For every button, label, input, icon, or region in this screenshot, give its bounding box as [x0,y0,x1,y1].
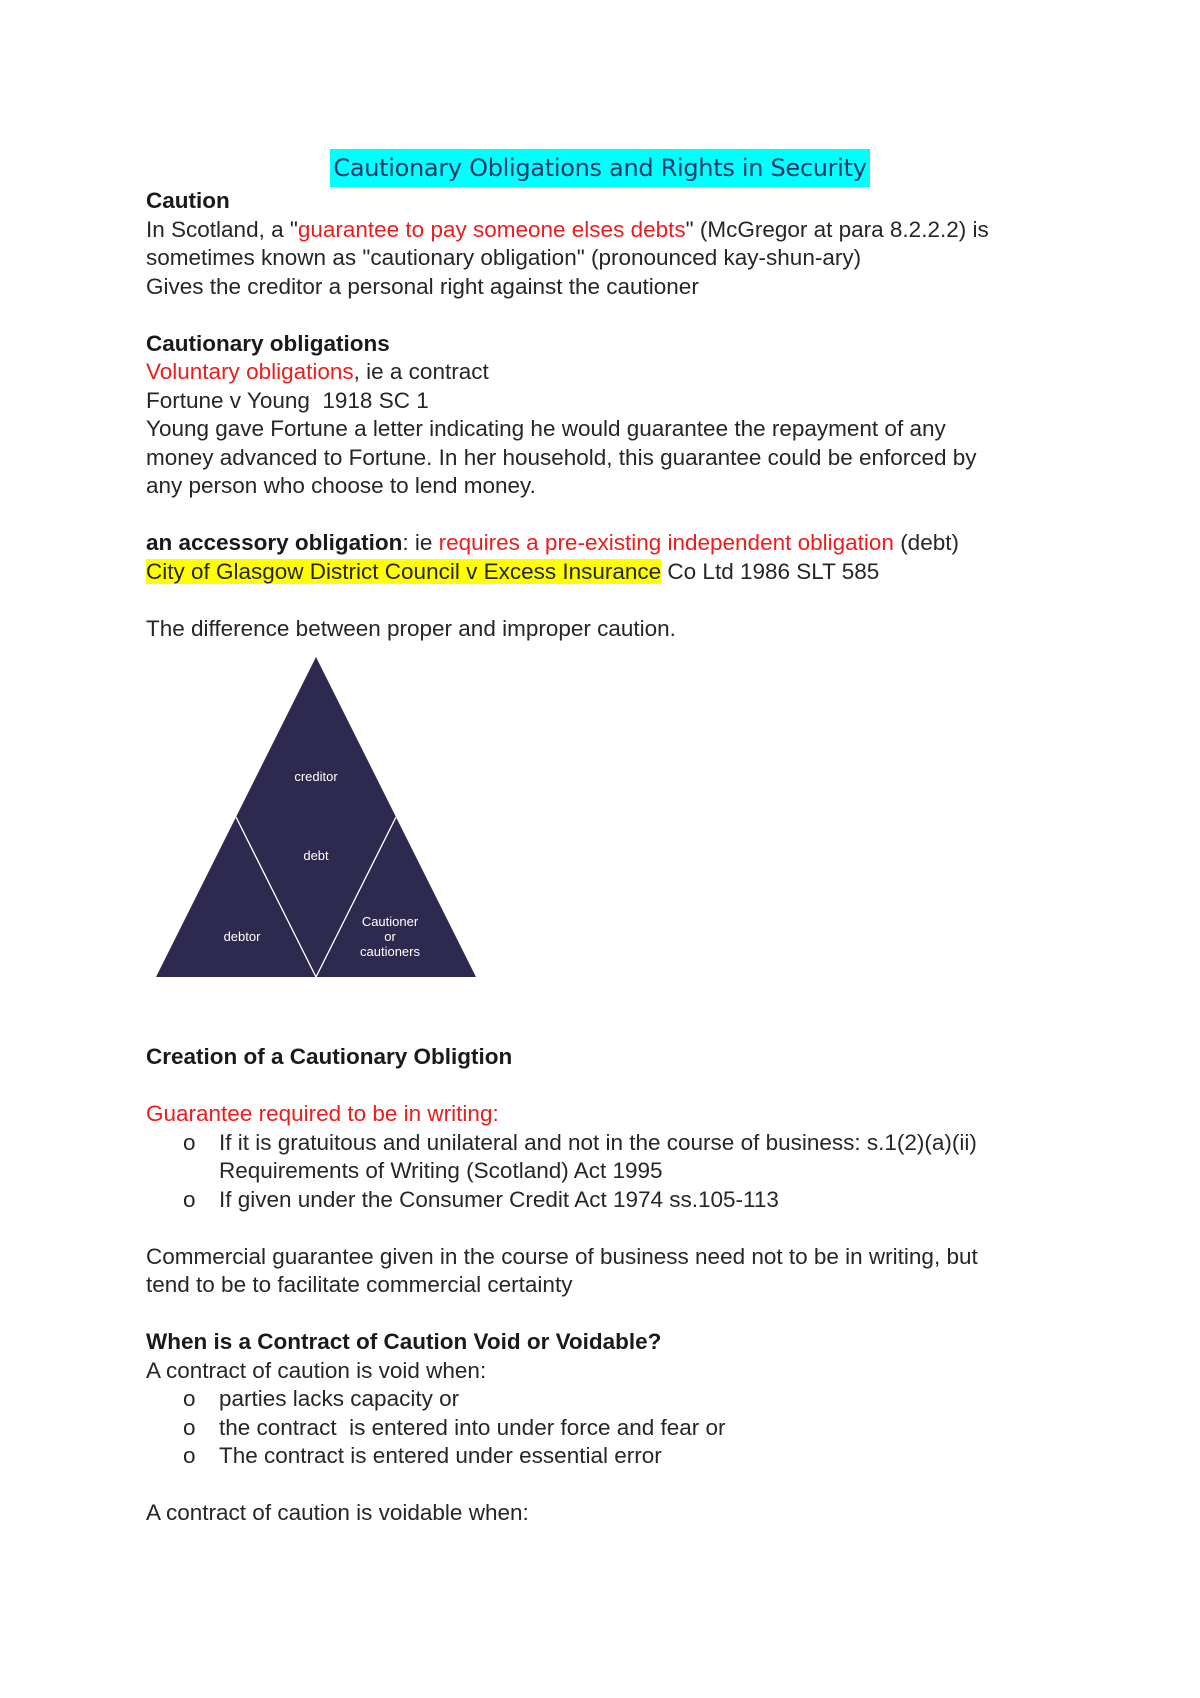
list-item-text: the contract is entered into under force and fear or [219,1414,726,1440]
list-item [146,1129,1086,1186]
document-body [146,149,1086,1528]
page-title: Cautionary Obligations and Rights in Security [330,149,869,187]
spacer [146,301,1086,330]
caution-quote-red: guarantee to pay someone elses debts [297,216,686,242]
list-item [146,1385,1086,1414]
spacer [146,1214,1086,1243]
accessory-line [146,529,1086,558]
glasgow-case-highlight: City of Glasgow District Council v Excess Insurance [146,558,662,584]
voidable-line: A contract of caution is voidable when: [146,1500,529,1525]
void-list [146,1385,1086,1471]
bullet-icon: o [183,1386,196,1411]
list-item-text: The contract is entered under essential error [219,1443,662,1468]
caution-line-1-b: " (McGregor at para 8.2.2.2) is [685,216,989,242]
caution-line-1 [146,216,1086,245]
caution-line-3: Gives the creditor a personal right against the cautioner [146,273,699,299]
accessory-end: (debt) [893,530,959,555]
commercial-line-1: Commercial guarantee given in the course of business need not to be in writing, but [146,1243,978,1269]
accessory-bold: an accessory obligation [146,530,403,555]
list-item-line-1: If given under the Consumer Credit Act 1974 ss.105-113 [219,1186,779,1212]
title-block [0,149,1200,187]
glasgow-case-line [146,558,1086,587]
bullet-icon: o [183,1129,196,1155]
spacer [146,586,1086,615]
bullet-icon: o [183,1414,196,1440]
desc-line-2: money advanced to Fortune. In her household, this guarantee could be enforced by [146,444,977,470]
voluntary-line [146,358,1086,387]
spacer [146,501,1086,530]
spacer [146,1471,1086,1500]
label-creditor: creditor [294,769,338,784]
caution-heading: Caution [146,188,230,213]
accessory-red: requires a pre-existing independent obligation [438,530,894,555]
triangle-svg [156,657,486,987]
voluntary-rest: , ie a contract [353,359,489,384]
writing-required-line: Guarantee required to be in writing: [146,1101,499,1126]
desc-line-3: any person who choose to lend money. [146,473,536,498]
label-debtor: debtor [223,929,261,944]
accessory-mid: : ie [402,530,439,555]
spacer [146,1300,1086,1329]
list-item-line-1: If it is gratuitous and unilateral and not in the course of business: s.1(2)(a)(ii) [219,1129,977,1155]
void-intro: A contract of caution is void when: [146,1357,487,1383]
caution-line-1-a: In Scotland, a " [146,216,298,242]
case-fortune: Fortune v Young 1918 SC 1 [146,387,429,413]
desc-line-1: Young gave Fortune a letter indicating he would guarantee the repayment of any [146,416,946,441]
commercial-line-2: tend to be to facilitate commercial certainty [146,1272,573,1297]
cautionary-obligations-heading: Cautionary obligations [146,330,390,356]
spacer [146,1072,1086,1101]
bullet-icon: o [183,1443,196,1468]
label-cautioner-3: cautioners [360,944,420,959]
void-heading: When is a Contract of Caution Void or Voidable? [146,1329,662,1354]
caution-triangle-diagram [156,657,486,987]
outer-triangle [156,657,476,977]
list-item-text: parties lacks capacity or [219,1386,460,1411]
spacer [146,987,1086,1043]
bullet-icon: o [183,1186,196,1212]
list-item-line-2: Requirements of Writing (Scotland) Act 1995 [219,1158,663,1183]
label-cautioner-1: Cautioner [361,914,419,929]
writing-list [146,1129,1086,1215]
list-item [146,1442,1086,1471]
list-item [146,1414,1086,1443]
creation-heading: Creation of a Cautionary Obligtion [146,1044,513,1069]
caution-line-2: sometimes known as "cautionary obligation" (pronounced kay-shun-ary) [146,245,862,270]
glasgow-case-rest: Co Ltd 1986 SLT 585 [661,558,880,584]
label-debt: debt [303,848,329,863]
voluntary-red: Voluntary obligations [146,359,354,384]
list-item [146,1186,1086,1215]
difference-line: The difference between proper and improper caution. [146,615,676,641]
label-cautioner-2: or [384,929,396,944]
